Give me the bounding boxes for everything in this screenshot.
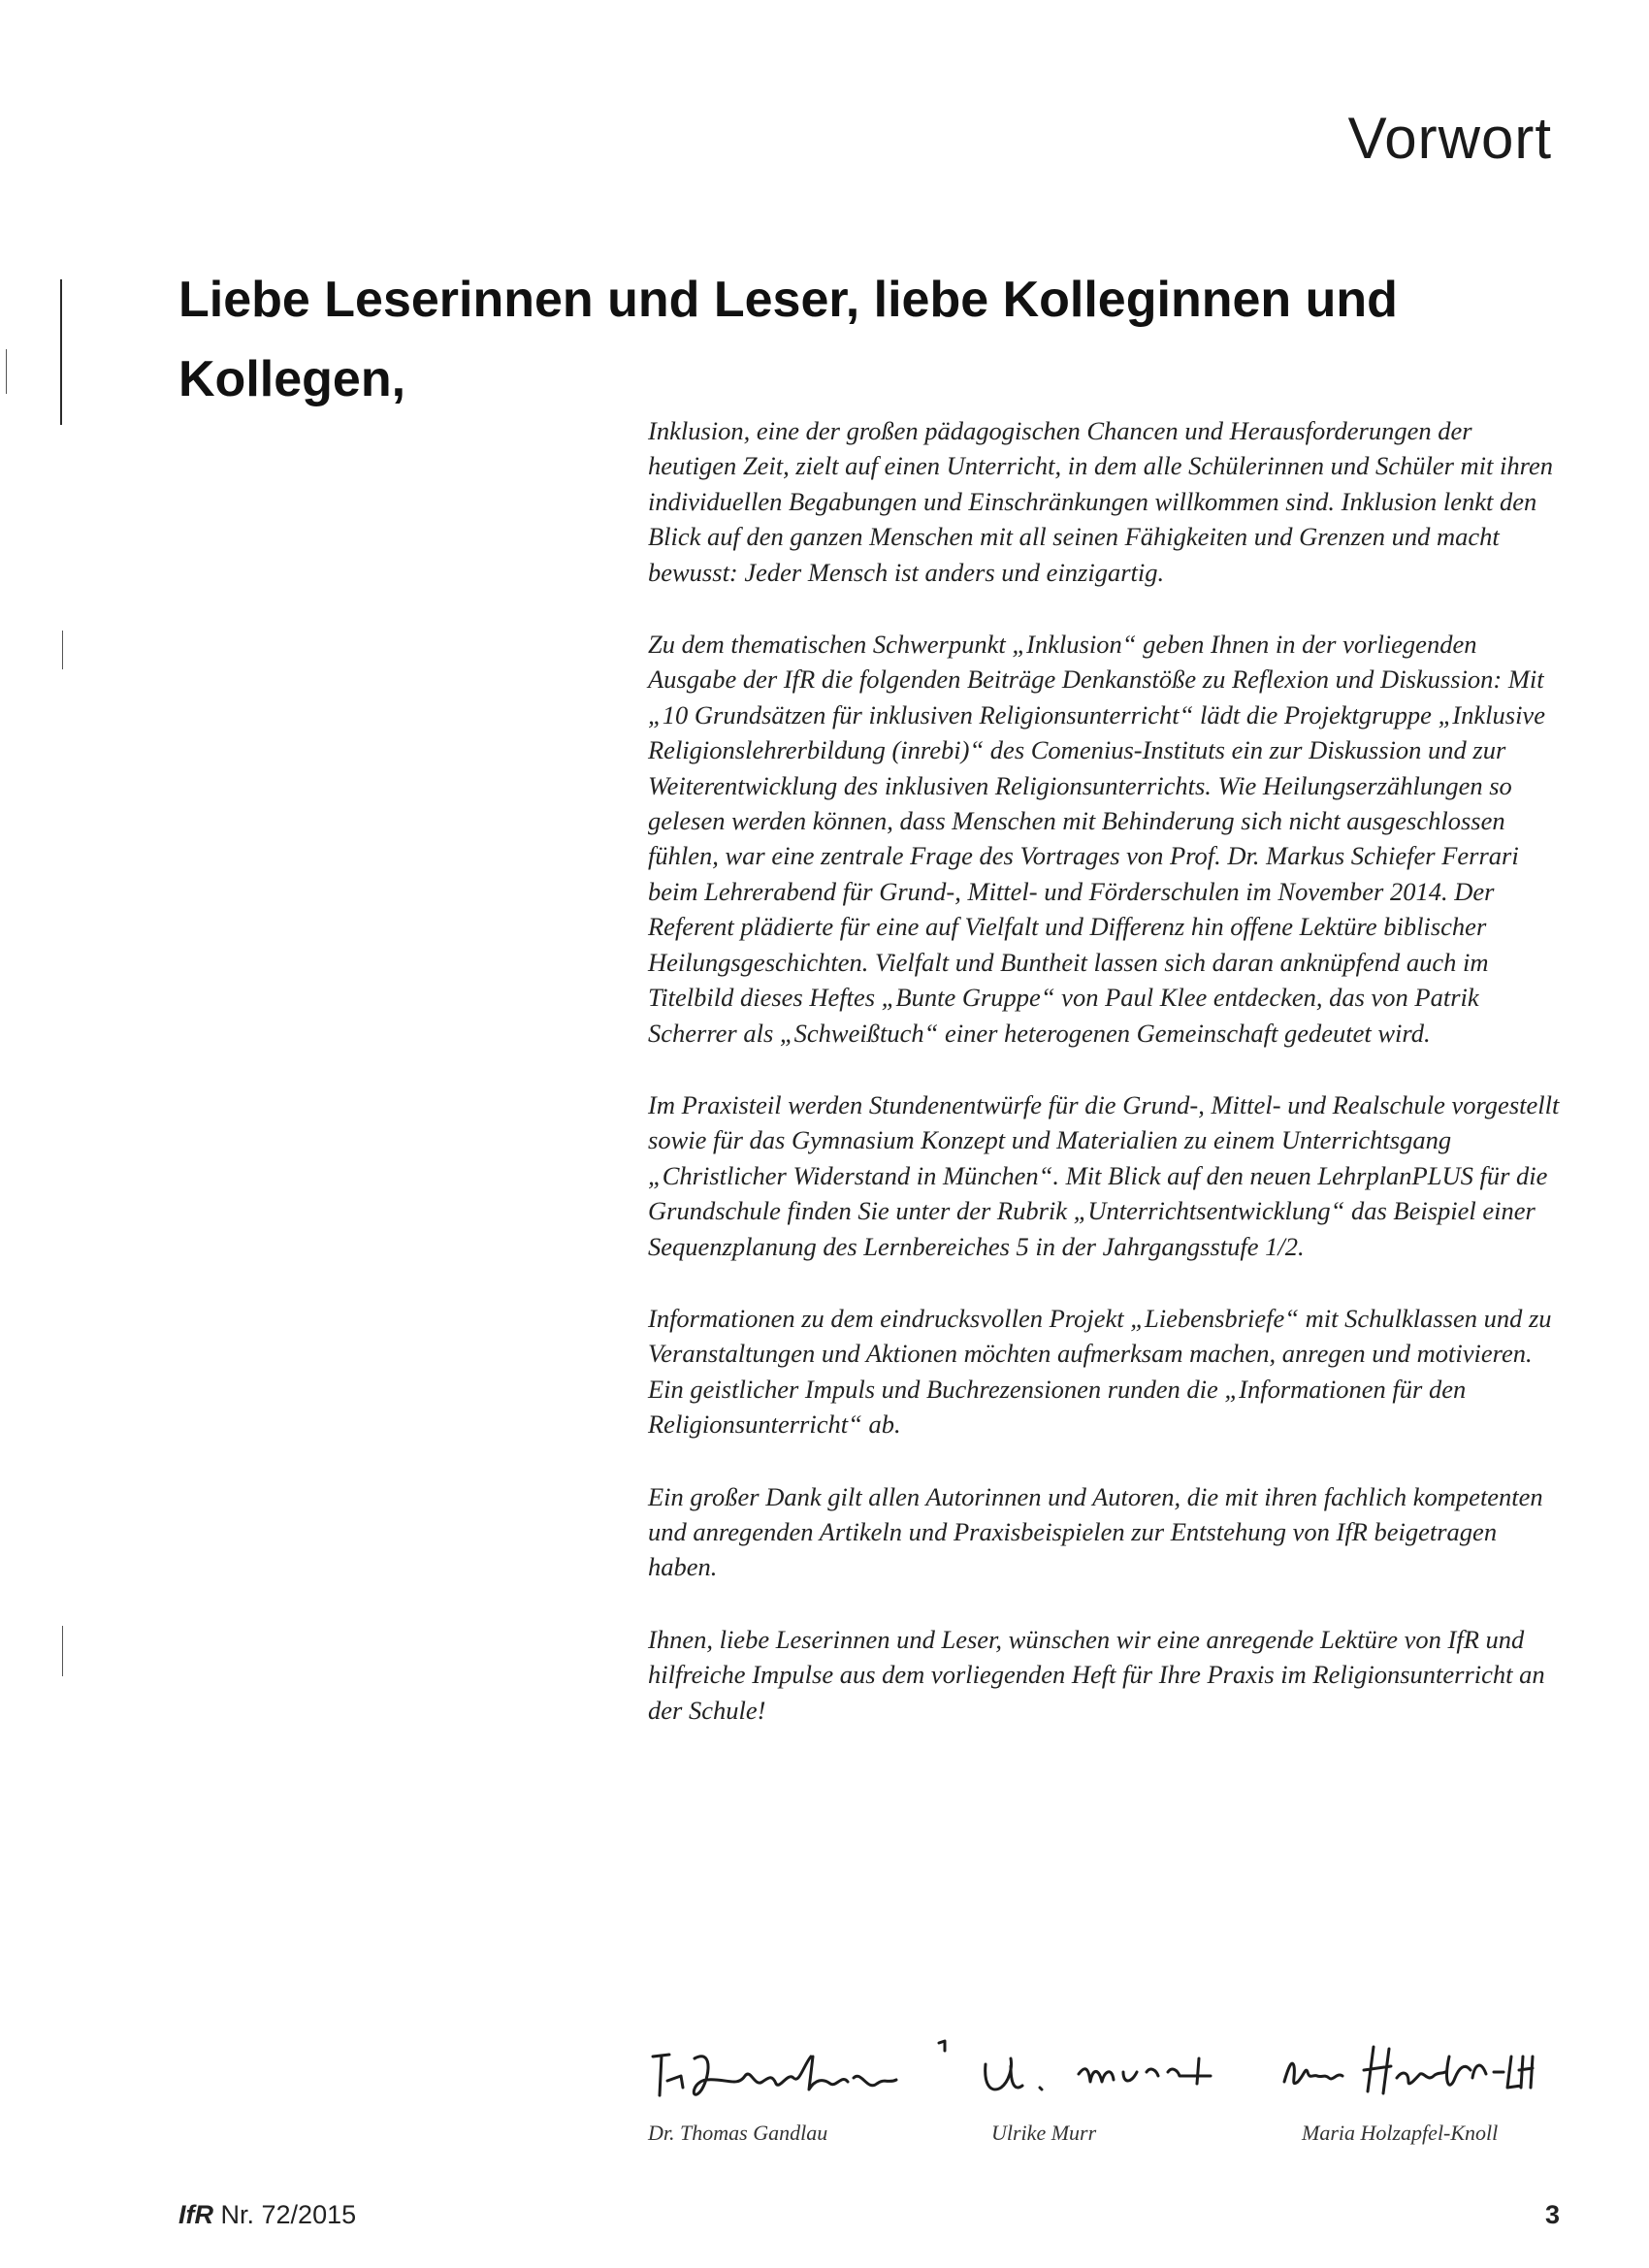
page-number: 3: [1544, 2200, 1560, 2229]
section-title: Vorwort: [1347, 106, 1552, 171]
signature-murr: [978, 2027, 1269, 2145]
signatory-name: Ulrike Murr: [991, 2121, 1097, 2145]
margin-mark: [62, 1626, 63, 1676]
paragraph-intro: Inklusion, eine der großen pädagogischen Chancen und Herausforderungen der heutigen Zeit, zielt auf einen Unterricht, in dem alle Schülerinnen und Schüler mit ihren individuellen Begabungen und Einschränkungen willkommen sind. Inklusion lenkt den Blick auf den ganzen Menschen mit all seinen Fähigkeiten und Grenzen und macht bewusst: Jeder Mensch ist anders und einzigartig.: [648, 416, 1553, 587]
paragraph-information: Informationen zu dem eindrucksvollen Projekt „Liebensbriefe“ mit Schulklassen und zu Veranstaltungen und Aktionen möchten aufmerksam machen, anregen und motivieren. Ein geistlicher Impuls und Buchrezensionen runden die „Informationen für den Religionsunterricht“ ab.: [648, 1303, 1552, 1440]
article-body: [648, 413, 1560, 1765]
signature-gandlau: [648, 2027, 958, 2145]
issue-number: Nr. 72/2015: [220, 2200, 357, 2229]
paragraph-closing: Ihnen, liebe Leserinnen und Leser, wünschen wir eine anregende Lektüre von IfR und hilfreiche Impulse aus dem vorliegenden Heft für Ihre Praxis im Religionsunterricht an der Schule!: [648, 1624, 1545, 1725]
signature-block: [648, 2027, 1560, 2144]
margin-mark: [62, 631, 63, 669]
paragraph-focus: Zu dem thematischen Schwerpunkt „Inklusion“ geben Ihnen in der vorliegenden Ausgabe der IfR die folgenden Beiträge Denkanstöße zu Reflexion und Diskussion: Mit „10 Grundsätzen für inklusiven Religionsunterricht“ lädt die Projektgruppe „Inklusive Religionslehrerbildung (inrebi)“ des Comenius-Instituts ein zur Diskussion und zur Weiterentwicklung des inklusiven Religionsunterrichts. Wie Heilungserzählungen so gelesen werden können, dass Menschen mit Behinderung sich nicht ausgeschlossen fühlen, war eine zentrale Frage des Vortrages von Prof. Dr. Markus Schiefer Ferrari beim Lehrerabend für Grund-, Mittel- und Förderschulen im November 2014. Der Referent plädierte für eine auf Vielfalt und Differenz hin offene Lektüre biblischer Heilungsgeschichten. Vielfalt und Buntheit lassen sich daran anknüpfend auch im Titelbild dieses Heftes „Bunte Gruppe“ von Paul Klee entdecken, das von Patrik Scherrer als „Schweißtuch“ einer heterogenen Gemeinschaft gedeutet wird.: [648, 630, 1545, 1048]
handwritten-signature-icon: [648, 2027, 958, 2115]
article-heading: Liebe Leserinnen und Leser, liebe Kolleginnen und Kollegen,: [178, 272, 1398, 407]
signatory-name: Dr. Thomas Gandlau: [648, 2121, 828, 2145]
paragraph-practice: Im Praxisteil werden Stundenentwürfe für die Grund-, Mittel- und Realschule vorgestellt sowie für das Gymnasium Konzept und Materialien zu einem Unterrichtsgang „Christlicher Widerstand in München“. Mit Blick auf den neuen LehrplanPLUS für die Grundschule finden Sie unter der Rubrik „Unterrichtsentwicklung“ das Beispiel einer Sequenzplanung des Lernbereiches 5 in der Jahrgangsstufe 1/2.: [648, 1089, 1560, 1261]
footer-issue: [178, 2200, 356, 2230]
margin-mark: [6, 349, 7, 394]
handwritten-signature-icon: [978, 2027, 1269, 2115]
handwritten-signature-icon: [1278, 2027, 1560, 2115]
magazine-brand: IfR: [178, 2200, 213, 2229]
signatory-name: Maria Holzapfel-Knoll: [1302, 2121, 1499, 2145]
margin-rule: [60, 279, 62, 425]
signature-holzapfel-knoll: [1278, 2027, 1560, 2145]
paragraph-thanks: Ein großer Dank gilt allen Autorinnen und Autoren, die mit ihren fachlich kompetenten und anregenden Artikeln und Praxisbeispielen zur Entstehung von IfR beigetragen haben.: [648, 1481, 1543, 1582]
